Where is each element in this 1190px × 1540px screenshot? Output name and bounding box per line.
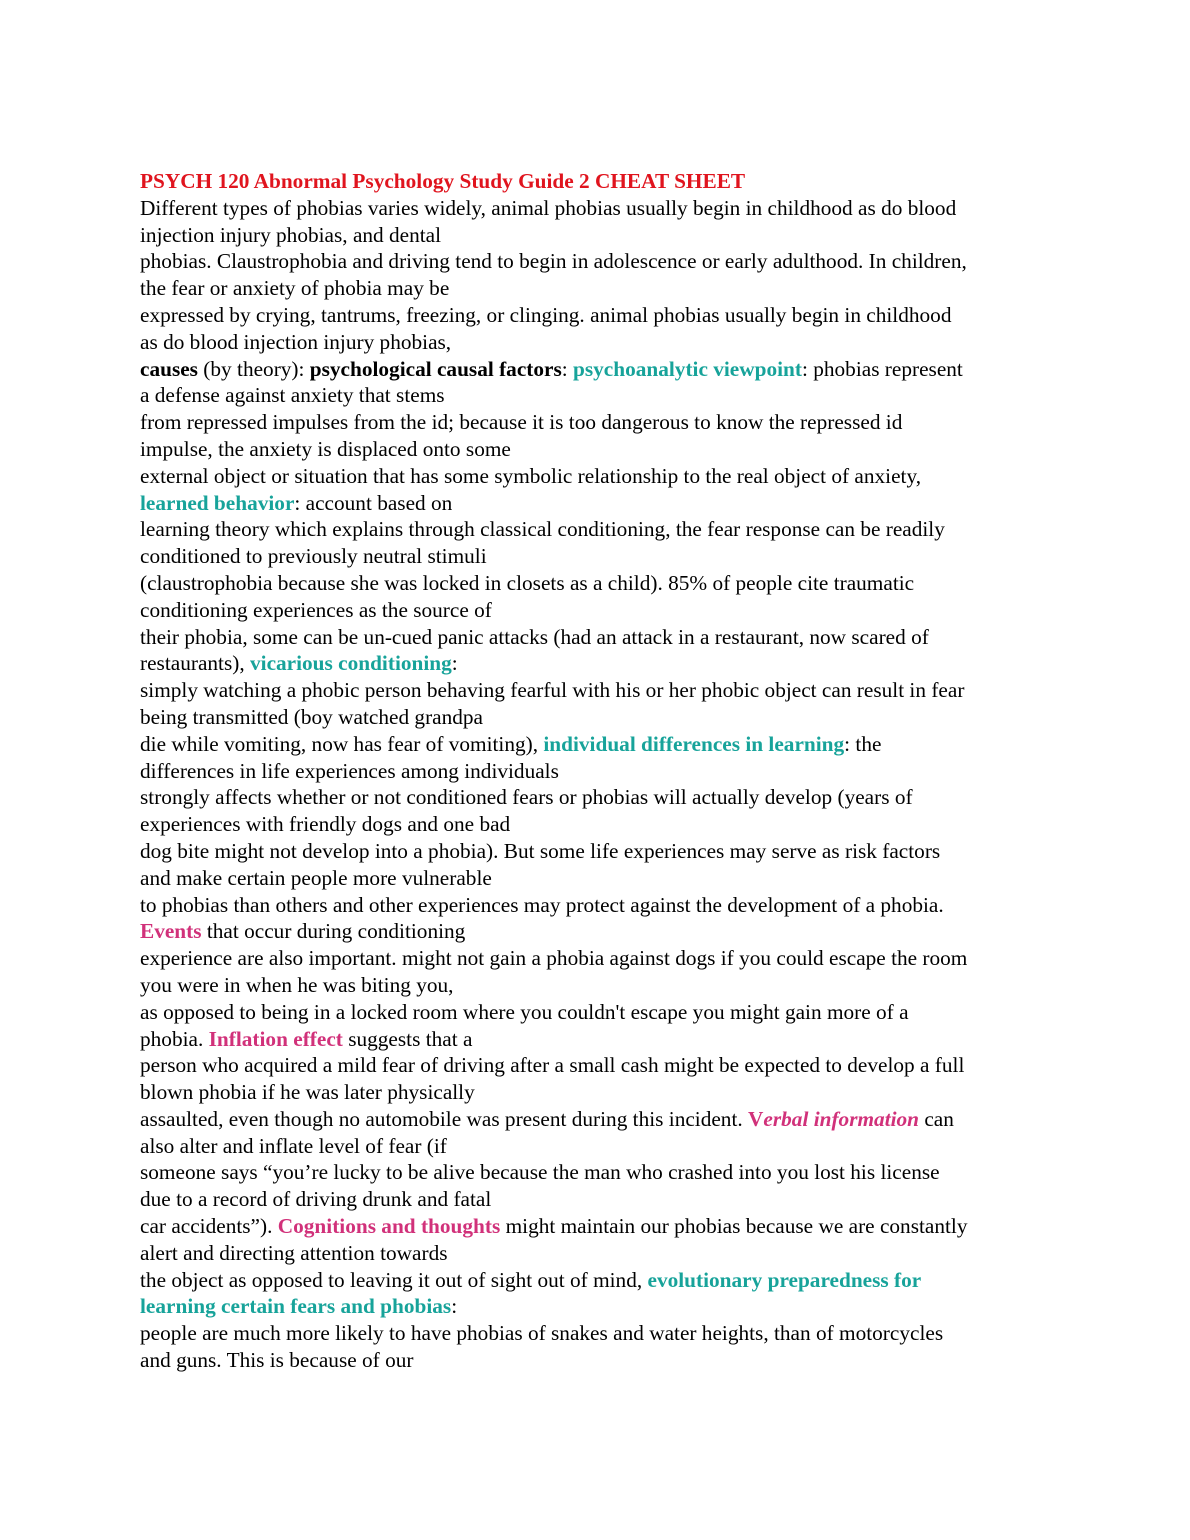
text-line: [140, 597, 1055, 624]
text-run: : phobias represent: [801, 356, 963, 381]
text-line: [140, 302, 1055, 329]
text-run: :: [451, 1294, 458, 1319]
text-line: [140, 409, 1055, 436]
key-term-pink: Inflation effect: [208, 1026, 343, 1051]
key-term-pink: Cognitions and thoughts: [277, 1214, 501, 1239]
text-line: [140, 222, 1055, 249]
text-line: [140, 1133, 1055, 1160]
text-run: their phobia, some can be un-cued panic attacks (had an attack in a restaurant, now scared of: [140, 624, 929, 649]
key-term-pink: erbal information: [763, 1106, 920, 1131]
key-term-teal: evolutionary preparedness for: [647, 1267, 922, 1292]
text-line: [140, 329, 1055, 356]
text-line: [140, 945, 1055, 972]
text-run: phobias. Claustrophobia and driving tend to begin in adolescence or early adulthood. In children,: [140, 249, 967, 274]
text-run: conditioned to previously neutral stimuli: [140, 544, 487, 569]
key-term-teal: vicarious conditioning: [250, 651, 452, 676]
text-line: [140, 1347, 1055, 1374]
text-line: [140, 195, 1055, 222]
text-line: [140, 704, 1055, 731]
text-line: [140, 1320, 1055, 1347]
text-run: and guns. This is because of our: [140, 1348, 414, 1373]
text-line: [140, 624, 1055, 651]
bold-term: causes: [140, 356, 198, 381]
text-line: [140, 865, 1055, 892]
text-run: learning theory which explains through classical conditioning, the fear response can be readily: [140, 517, 945, 542]
text-line: [140, 1106, 1055, 1133]
text-run: die while vomiting, now has fear of vomiting),: [140, 731, 544, 756]
text-run: injection injury phobias, and dental: [140, 222, 442, 247]
text-run: (claustrophobia because she was locked in closets as a child). 85% of people cite traumatic: [140, 570, 915, 595]
text-run: suggests that a: [342, 1026, 473, 1051]
text-run: car accidents”).: [140, 1214, 278, 1239]
text-line: [140, 811, 1055, 838]
text-run: simply watching a phobic person behaving fearful with his or her phobic object can result in fear: [140, 678, 965, 703]
text-run: phobia.: [140, 1026, 209, 1051]
text-run: due to a record of driving drunk and fatal: [140, 1187, 492, 1212]
text-run: Different types of phobias varies widely, animal phobias usually begin in childhood as do blood: [140, 195, 957, 220]
key-term-teal: learned behavior: [140, 490, 295, 515]
text-line: [140, 356, 1055, 383]
text-run: dog bite might not develop into a phobia). But some life experiences may serve as risk factors: [140, 838, 941, 863]
text-line: [140, 650, 1055, 677]
text-run: might maintain our phobias because we are constantly: [500, 1214, 968, 1239]
text-line: [140, 918, 1055, 945]
text-line: [140, 248, 1055, 275]
text-run: differences in life experiences among individuals: [140, 758, 559, 783]
key-term-teal: individual differences in learning: [543, 731, 845, 756]
text-run: a defense against anxiety that stems: [140, 383, 445, 408]
text-run: expressed by crying, tantrums, freezing, or clinging. animal phobias usually begin in childhood: [140, 302, 952, 327]
text-line: [140, 1052, 1055, 1079]
text-run: someone says “you’re lucky to be alive because the man who crashed into you lost his license: [140, 1160, 940, 1185]
text-line: [140, 1267, 1055, 1294]
page-title: PSYCH 120 Abnormal Psychology Study Guide 2 CHEAT SHEET: [140, 169, 746, 193]
text-run: restaurants),: [140, 651, 250, 676]
text-line: [140, 490, 1055, 517]
text-run: that occur during conditioning: [201, 919, 466, 944]
text-line: [140, 543, 1055, 570]
text-run: experiences with friendly dogs and one bad: [140, 812, 511, 837]
text-line: [140, 382, 1055, 409]
document-page: [140, 168, 1055, 1374]
text-run: blown phobia if he was later physically: [140, 1080, 475, 1105]
text-run: person who acquired a mild fear of driving after a small cash might be expected to develop a full: [140, 1053, 965, 1078]
key-term-teal: psychoanalytic viewpoint: [573, 356, 802, 381]
text-run: strongly affects whether or not conditioned fears or phobias will actually develop (years of: [140, 785, 913, 810]
text-run: you were in when he was biting you,: [140, 972, 454, 997]
bold-term: psychological causal factors: [309, 356, 562, 381]
text-run: also alter and inflate level of fear (if: [140, 1133, 447, 1158]
text-line: [140, 1213, 1055, 1240]
text-line: [140, 972, 1055, 999]
text-line: [140, 677, 1055, 704]
key-term-pink: Events: [140, 919, 202, 944]
text-line: [140, 1159, 1055, 1186]
text-line: [140, 516, 1055, 543]
text-run: and make certain people more vulnerable: [140, 865, 492, 890]
text-run: to phobias than others and other experiences may protect against the development of a phobia.: [140, 892, 944, 917]
text-run: (by theory):: [197, 356, 310, 381]
text-line: [140, 784, 1055, 811]
text-line: [140, 275, 1055, 302]
text-line: [140, 731, 1055, 758]
text-line: [140, 570, 1055, 597]
text-line: [140, 1079, 1055, 1106]
text-line: [140, 1026, 1055, 1053]
text-run: alert and directing attention towards: [140, 1240, 448, 1265]
text-run: : the: [844, 731, 882, 756]
text-run: external object or situation that has some symbolic relationship to the real object of anxiety,: [140, 463, 922, 488]
text-run: conditioning experiences as the source of: [140, 597, 492, 622]
key-term-pink: V: [748, 1106, 764, 1131]
text-line: [140, 1186, 1055, 1213]
text-run: experience are also important. might not gain a phobia against dogs if you could escape the room: [140, 946, 968, 971]
text-line: [140, 436, 1055, 463]
text-line: [140, 758, 1055, 785]
text-run: from repressed impulses from the id; because it is too dangerous to know the repressed id: [140, 410, 903, 435]
text-line: [140, 999, 1055, 1026]
text-run: the object as opposed to leaving it out of sight out of mind,: [140, 1267, 648, 1292]
text-run: : account based on: [294, 490, 453, 515]
text-run: as do blood injection injury phobias,: [140, 329, 452, 354]
text-line: [140, 1240, 1055, 1267]
document-body: [140, 195, 1055, 1374]
text-run: people are much more likely to have phobias of snakes and water heights, than of motorcycles: [140, 1321, 944, 1346]
text-line: [140, 463, 1055, 490]
text-line: [140, 1293, 1055, 1320]
text-run: assaulted, even though no automobile was present during this incident.: [140, 1106, 749, 1131]
text-line: [140, 838, 1055, 865]
text-run: the fear or anxiety of phobia may be: [140, 276, 450, 301]
text-run: being transmitted (boy watched grandpa: [140, 704, 484, 729]
text-run: :: [451, 651, 458, 676]
text-run: :: [561, 356, 574, 381]
text-run: can: [919, 1106, 954, 1131]
key-term-teal: learning certain fears and phobias: [140, 1294, 452, 1319]
text-run: impulse, the anxiety is displaced onto some: [140, 436, 511, 461]
text-line: [140, 892, 1055, 919]
text-run: as opposed to being in a locked room where you couldn't escape you might gain more of a: [140, 999, 909, 1024]
